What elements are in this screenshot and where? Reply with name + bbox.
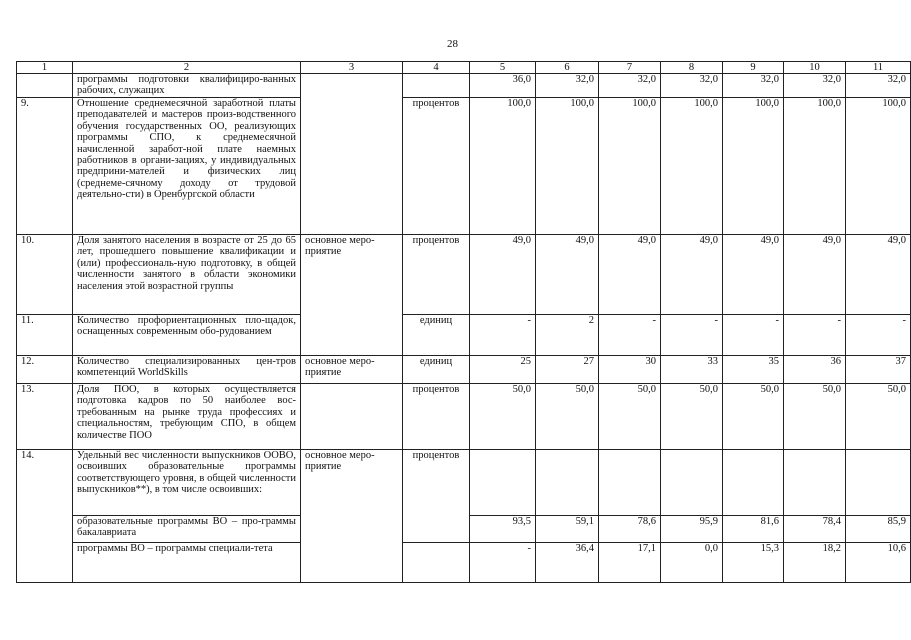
value-cell: 49,0 <box>470 235 536 315</box>
unit-cell <box>403 74 470 98</box>
event-cell <box>301 543 403 583</box>
value-cell: 32,0 <box>784 74 846 98</box>
column-number: 4 <box>403 62 470 74</box>
row-index: 9. <box>17 98 73 235</box>
indicators-table <box>16 61 911 583</box>
value-cell: 37 <box>846 356 911 384</box>
unit-cell <box>403 516 470 543</box>
indicator-text: Доля ПОО, в которых осуществляется подготовка кадров по 50 наиболее вос-требованным на рынке труда профессиях и специальностям, требующим СПО, в общем количестве ПОО <box>73 384 301 450</box>
value-cell: - <box>784 315 846 356</box>
value-cell: 100,0 <box>846 98 911 235</box>
value-cell: - <box>846 315 911 356</box>
indicator-text: Удельный вес численности выпускников ООВО, освоивших образовательные программы соответствующего уровня, в общей численности выпускников**), в том числе освоивших: <box>73 450 301 516</box>
unit-cell: единиц <box>403 356 470 384</box>
value-cell: 33 <box>661 356 723 384</box>
indicator-text: Доля занятого населения в возрасте от 25 до 65 лет, прошедшего повышение квалификации и (или) профессиональ-ную подготовку, в общей численности занятого в области экономики населения этой возрастной группы <box>73 235 301 315</box>
value-cell: 49,0 <box>599 235 661 315</box>
column-number: 7 <box>599 62 661 74</box>
value-cell: 10,6 <box>846 543 911 583</box>
value-cell: 2 <box>536 315 599 356</box>
value-cell: - <box>599 315 661 356</box>
table-row <box>17 356 911 384</box>
column-number: 3 <box>301 62 403 74</box>
column-number: 9 <box>723 62 784 74</box>
table-row <box>17 450 911 516</box>
value-cell: 85,9 <box>846 516 911 543</box>
column-number: 2 <box>73 62 301 74</box>
value-cell: 0,0 <box>661 543 723 583</box>
value-cell <box>846 450 911 516</box>
unit-cell: процентов <box>403 384 470 450</box>
column-number: 10 <box>784 62 846 74</box>
event-cell: основное меро-приятие <box>301 356 403 384</box>
indicator-text: Отношение среднемесячной заработной платы преподавателей и мастеров произ-водственного обучения государственных ОО, реализующих программы СПО, к среднемесячной начисленной заработ-ной плате наемных работников в органи-зациях, у индивидуальных предприни-мателей и физических лиц (среднеме-сячному доходу от трудовой деятельно-сти) в Оренбургской области <box>73 98 301 235</box>
value-cell: 32,0 <box>723 74 784 98</box>
value-cell: - <box>470 315 536 356</box>
value-cell: 49,0 <box>784 235 846 315</box>
value-cell: 50,0 <box>536 384 599 450</box>
value-cell <box>470 450 536 516</box>
value-cell <box>661 450 723 516</box>
indicator-text: образовательные программы ВО – про-граммы бакалавриата <box>73 516 301 543</box>
value-cell: 100,0 <box>536 98 599 235</box>
indicator-text: Количество профориентационных пло-щадок, оснащенных современным обо-рудованием <box>73 315 301 356</box>
value-cell: 100,0 <box>470 98 536 235</box>
value-cell: 81,6 <box>723 516 784 543</box>
column-number: 11 <box>846 62 911 74</box>
table-row <box>17 384 911 450</box>
unit-cell: процентов <box>403 98 470 235</box>
event-cell <box>301 516 403 543</box>
row-index <box>17 74 73 98</box>
value-cell: 78,4 <box>784 516 846 543</box>
value-cell: 95,9 <box>661 516 723 543</box>
value-cell: 18,2 <box>784 543 846 583</box>
value-cell: 100,0 <box>723 98 784 235</box>
value-cell: 49,0 <box>846 235 911 315</box>
value-cell: 100,0 <box>661 98 723 235</box>
indicator-text: Количество специализированных цен-тров компетенций WorldSkills <box>73 356 301 384</box>
value-cell: 49,0 <box>661 235 723 315</box>
table-row <box>17 315 911 356</box>
value-cell <box>784 450 846 516</box>
value-cell: 36,0 <box>470 74 536 98</box>
row-index: 11. <box>17 315 73 356</box>
value-cell: 32,0 <box>536 74 599 98</box>
value-cell: 49,0 <box>723 235 784 315</box>
value-cell: 49,0 <box>536 235 599 315</box>
event-cell <box>301 384 403 450</box>
column-number: 6 <box>536 62 599 74</box>
value-cell: 36,4 <box>536 543 599 583</box>
value-cell: 35 <box>723 356 784 384</box>
value-cell: 36 <box>784 356 846 384</box>
unit-cell: процентов <box>403 450 470 516</box>
value-cell <box>599 450 661 516</box>
value-cell: 93,5 <box>470 516 536 543</box>
value-cell: 25 <box>470 356 536 384</box>
value-cell: 50,0 <box>846 384 911 450</box>
table-row <box>17 74 911 98</box>
event-cell: основное меро-приятие <box>301 450 403 516</box>
value-cell: - <box>661 315 723 356</box>
column-number: 8 <box>661 62 723 74</box>
indicator-text: программы подготовки квалифициро-ванных рабочих, служащих <box>73 74 301 98</box>
unit-cell: процентов <box>403 235 470 315</box>
value-cell: 50,0 <box>661 384 723 450</box>
value-cell: 50,0 <box>599 384 661 450</box>
row-index: 14. <box>17 450 73 516</box>
value-cell: 50,0 <box>723 384 784 450</box>
event-cell <box>301 74 403 235</box>
unit-cell: единиц <box>403 315 470 356</box>
column-number: 5 <box>470 62 536 74</box>
row-index <box>17 543 73 583</box>
value-cell: 78,6 <box>599 516 661 543</box>
value-cell: 32,0 <box>846 74 911 98</box>
indicator-text: программы ВО – программы специали-тета <box>73 543 301 583</box>
row-index: 12. <box>17 356 73 384</box>
value-cell: - <box>470 543 536 583</box>
value-cell: 30 <box>599 356 661 384</box>
value-cell: 100,0 <box>784 98 846 235</box>
value-cell: 50,0 <box>784 384 846 450</box>
page-number: 28 <box>447 38 458 50</box>
column-number: 1 <box>17 62 73 74</box>
table-row <box>17 98 911 235</box>
row-index: 13. <box>17 384 73 450</box>
value-cell: 32,0 <box>599 74 661 98</box>
value-cell: 59,1 <box>536 516 599 543</box>
table-row <box>17 516 911 543</box>
table-row <box>17 543 911 583</box>
value-cell: 100,0 <box>599 98 661 235</box>
row-index <box>17 516 73 543</box>
column-numbers-row <box>17 62 911 74</box>
value-cell: 32,0 <box>661 74 723 98</box>
row-index: 10. <box>17 235 73 315</box>
event-cell: основное меро-приятие <box>301 235 403 356</box>
value-cell: 15,3 <box>723 543 784 583</box>
table-row <box>17 235 911 315</box>
value-cell <box>536 450 599 516</box>
unit-cell <box>403 543 470 583</box>
value-cell: - <box>723 315 784 356</box>
value-cell: 17,1 <box>599 543 661 583</box>
value-cell <box>723 450 784 516</box>
value-cell: 27 <box>536 356 599 384</box>
value-cell: 50,0 <box>470 384 536 450</box>
